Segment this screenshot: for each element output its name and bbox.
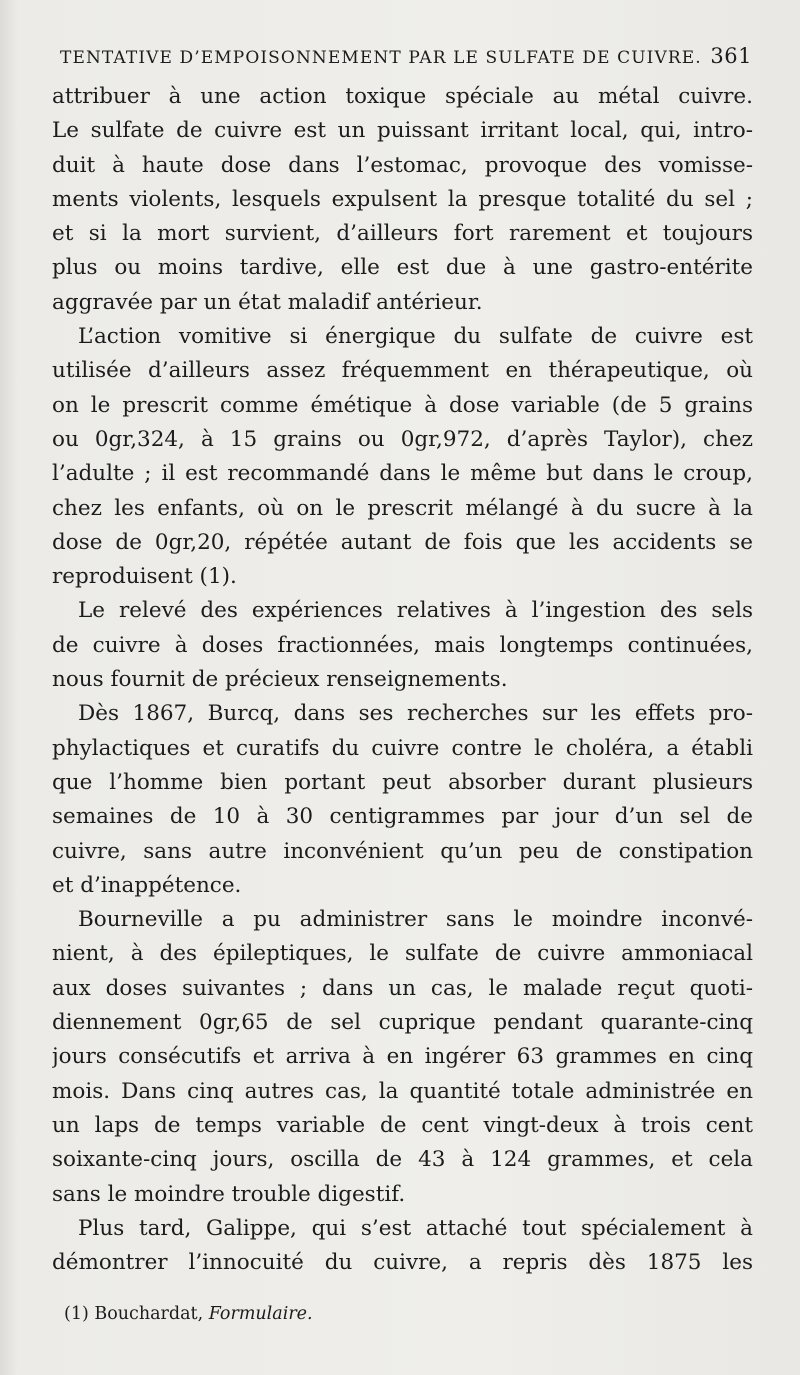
text-line: et d’inappétence. — [52, 872, 242, 898]
text-line: duit à haute dose dans l’estomac, provoque des vomisse- — [52, 152, 753, 178]
text-line: l’adulte ; il est recommandé dans le même but dans le croup, — [52, 461, 753, 487]
text-line: on le prescrit comme émétique à dose variable (de 5 grains — [52, 392, 753, 418]
text-line: L’action vomitive si énergique du sulfate de cuivre est — [78, 324, 753, 350]
text-line: Bourneville a pu administrer sans le moindre inconvé- — [78, 907, 753, 933]
text-line: reproduisent (1). — [52, 564, 237, 590]
text-line: semaines de 10 à 30 centigrammes par jour d’un sel de — [52, 804, 753, 830]
text-line: aggravée par un état maladif antérieur. — [52, 289, 483, 315]
text-line: un laps de temps variable de cent vingt-deux à trois cent — [52, 1112, 753, 1138]
text-line: Le sulfate de cuivre est un puissant irritant local, qui, intro- — [52, 118, 753, 144]
text-line: mois. Dans cinq autres cas, la quantité totale administrée en — [52, 1078, 753, 1104]
running-head — [60, 44, 752, 74]
text-line: Dès 1867, Burcq, dans ses recherches sur les effets pro- — [78, 701, 753, 727]
page-number: 361 — [710, 44, 752, 68]
text-line: Plus tard, Galippe, qui s’est attaché tout spécialement à — [78, 1215, 753, 1241]
footnote — [64, 1304, 313, 1324]
text-line: de cuivre à doses fractionnées, mais longtemps continuées, — [52, 632, 753, 658]
text-line: et si la mort survient, d’ailleurs fort rarement et toujours — [52, 221, 753, 247]
text-line: soixante-cinq jours, oscilla de 43 à 124 grammes, et cela — [52, 1147, 753, 1173]
footnote-author: Bouchardat, — [94, 1304, 204, 1324]
text-line: attribuer à une action toxique spéciale au métal cuivre. — [52, 84, 753, 109]
body-text — [52, 80, 753, 1280]
text-line: ou 0gr,324, à 15 grains ou 0gr,972, d’après Taylor), chez — [52, 426, 753, 452]
text-line: que l’homme bien portant peut absorber durant plusieurs — [52, 769, 753, 795]
text-line: ments violents, lesquels expulsent la presque totalité du sel ; — [52, 186, 753, 212]
text-line: démontrer l’innocuité du cuivre, a repris dès 1875 les — [52, 1250, 753, 1276]
footnote-work: Formulaire. — [208, 1304, 313, 1324]
text-line: cuivre, sans autre inconvénient qu’un peu de constipation — [52, 838, 753, 864]
text-line: chez les enfants, où on le prescrit mélangé à du sucre à la — [52, 495, 753, 521]
text-line: sans le moindre trouble digestif. — [52, 1181, 406, 1207]
footnote-marker: (1) — [64, 1304, 89, 1324]
text-line: phylactiques et curatifs du cuivre contre le choléra, a établi — [52, 735, 753, 761]
text-line: diennement 0gr,65 de sel cuprique pendant quarante-cinq — [52, 1010, 753, 1036]
text-line: utilisée d’ailleurs assez fréquemment en thérapeutique, où — [52, 358, 753, 384]
text-line: jours consécutifs et arriva à en ingérer 63 grammes en cinq — [52, 1044, 753, 1070]
running-title: TENTATIVE D’EMPOISONNEMENT PAR LE SULFATE DE CUIVRE. — [60, 48, 702, 68]
text-line: nient, à des épileptiques, le sulfate de cuivre ammoniacal — [52, 941, 753, 967]
text-line: Le relevé des expériences relatives à l’ingestion des sels — [78, 598, 753, 624]
text-line: plus ou moins tardive, elle est due à une gastro-entérite — [52, 255, 753, 281]
text-line: aux doses suivantes ; dans un cas, le malade reçut quoti- — [52, 975, 753, 1001]
text-line: dose de 0gr,20, répétée autant de fois que les accidents se — [52, 529, 753, 555]
text-line: nous fournit de précieux renseignements. — [52, 667, 508, 693]
